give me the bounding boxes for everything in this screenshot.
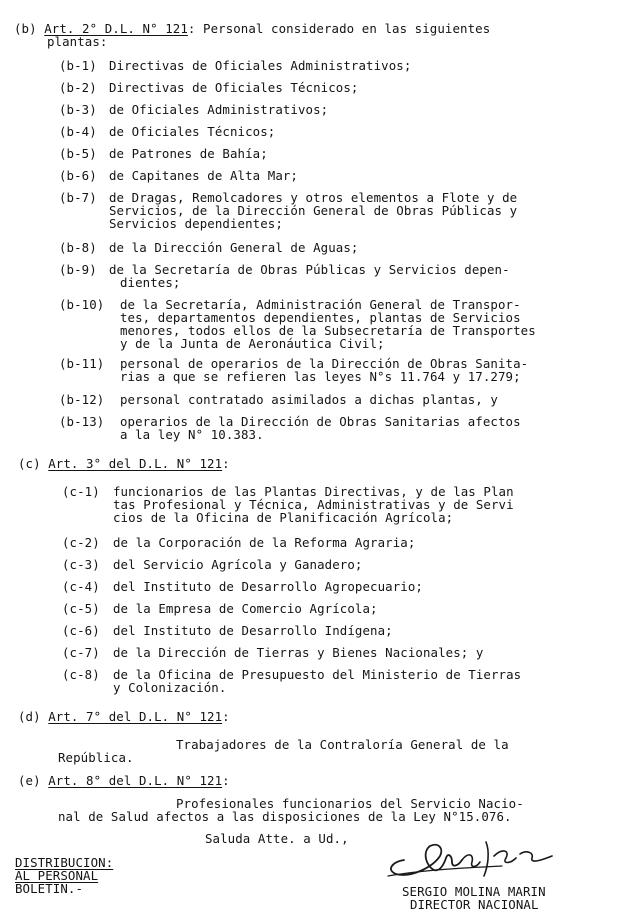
item-text: del Servicio Agrícola y Ganadero; <box>113 557 363 572</box>
section-c-heading <box>18 457 230 470</box>
section-d-label: (d) <box>18 709 41 724</box>
item-text: menores, todos ellos de la Subsecretaría de Transportes <box>120 323 536 338</box>
item-text: Servicios dependientes; <box>109 216 283 231</box>
section-e-reference: Art. 8° del D.L. N° 121 <box>48 773 223 788</box>
item-code: (b-5) <box>59 146 97 161</box>
item-code: (b-13) <box>59 414 105 429</box>
section-c-heading-text: : <box>222 456 230 471</box>
item-text: cios de la Oficina de Planificación Agrícola; <box>113 510 454 525</box>
item-text: de la Dirección de Tierras y Bienes Nacionales; y <box>113 645 484 660</box>
section-e-heading-text: : <box>222 773 230 788</box>
item-text: Directivas de Oficiales Administrativos; <box>109 58 412 73</box>
closing-salutation: Saluda Atte. a Ud., <box>205 831 349 846</box>
item-code: (b-2) <box>59 80 97 95</box>
item-text: dientes; <box>120 275 181 290</box>
item-text: de la Corporación de la Reforma Agraria; <box>113 535 416 550</box>
distribution-heading: DISTRIBUCION: <box>15 855 114 870</box>
item-text: tas Profesional y Técnica, Administrativas y de Servi <box>113 497 514 512</box>
item-text: Directivas de Oficiales Técnicos; <box>109 80 359 95</box>
section-e-text: Profesionales funcionarios del Servicio Nacio- <box>176 796 524 811</box>
item-code: (b-8) <box>59 240 97 255</box>
item-code: (b-3) <box>59 102 97 117</box>
item-text: funcionarios de las Plantas Directivas, y de las Plan <box>113 484 514 499</box>
item-text: y Colonización. <box>113 680 227 695</box>
item-text: de la Secretaría de Obras Públicas y Servicios depen- <box>109 262 510 277</box>
item-text: y de la Junta de Aeronáutica Civil; <box>120 336 385 351</box>
item-code: (b-11) <box>59 356 105 371</box>
item-code: (b-4) <box>59 124 97 139</box>
section-d-heading <box>18 710 230 723</box>
section-b-label: (b) <box>14 21 37 36</box>
section-e-heading <box>18 774 230 787</box>
item-code: (c-3) <box>62 557 100 572</box>
section-e-label: (e) <box>18 773 41 788</box>
item-text: tes, departamentos dependientes, plantas de Servicios <box>120 310 521 325</box>
item-text: de la Empresa de Comercio Agrícola; <box>113 601 378 616</box>
item-text: de la Dirección General de Aguas; <box>109 240 359 255</box>
section-d-text-cont: República. <box>58 750 134 765</box>
item-code: (b-1) <box>59 58 97 73</box>
item-text: personal contratado asimilados a dichas plantas, y <box>120 392 498 407</box>
item-text: de Capitanes de Alta Mar; <box>109 168 298 183</box>
item-code: (c-1) <box>62 484 100 499</box>
section-c-label: (c) <box>18 456 41 471</box>
signer-title: DIRECTOR NACIONAL <box>410 897 539 912</box>
item-text: del Instituto de Desarrollo Indígena; <box>113 623 393 638</box>
item-text: de Patrones de Bahía; <box>109 146 268 161</box>
distribution-item: BOLETIN.- <box>15 881 84 896</box>
section-d-heading-text: : <box>222 709 230 724</box>
section-d-text: Trabajadores de la Contraloría General de la <box>176 737 509 752</box>
item-text: del Instituto de Desarrollo Agropecuario; <box>113 579 423 594</box>
distribution-item: AL PERSONAL <box>15 868 99 883</box>
item-code: (c-2) <box>62 535 100 550</box>
item-code: (c-7) <box>62 645 100 660</box>
item-text: rias a que se refieren las leyes N°s 11.764 y 17.279; <box>120 369 521 384</box>
section-b-heading-text: : Personal considerado en las siguientes <box>187 21 491 36</box>
item-code: (b-6) <box>59 168 97 183</box>
item-text: operarios de la Dirección de Obras Sanitarias afectos <box>120 414 521 429</box>
item-code: (b-10) <box>59 297 105 312</box>
section-c-reference: Art. 3° del D.L. N° 121 <box>48 456 223 471</box>
item-text: de Oficiales Técnicos; <box>109 124 276 139</box>
signer-name: SERGIO MOLINA MARIN <box>402 884 546 899</box>
item-code: (c-4) <box>62 579 100 594</box>
section-b-reference: Art. 2° D.L. N° 121 <box>44 21 188 36</box>
item-text: personal de operarios de la Dirección de Obras Sanita- <box>120 356 529 371</box>
handwritten-signature <box>382 830 562 884</box>
item-code: (c-5) <box>62 601 100 616</box>
section-e-text-cont: nal de Salud afectos a las disposiciones de la Ley N°15.076. <box>58 809 512 824</box>
section-d-reference: Art. 7° del D.L. N° 121 <box>48 709 223 724</box>
item-text: de la Secretaría, Administración General de Transpor- <box>120 297 521 312</box>
item-text: de Oficiales Administrativos; <box>109 102 329 117</box>
item-code: (b-7) <box>59 190 97 205</box>
item-text: de Dragas, Remolcadores y otros elementos a Flote y de <box>109 190 518 205</box>
item-code: (c-6) <box>62 623 100 638</box>
item-code: (b-9) <box>59 262 97 277</box>
item-text: Servicios, de la Dirección General de Obras Públicas y <box>109 203 518 218</box>
item-text: a la ley N° 10.383. <box>120 427 264 442</box>
item-text: de la Oficina de Presupuesto del Ministerio de Tierras <box>113 667 522 682</box>
item-code: (b-12) <box>59 392 105 407</box>
item-code: (c-8) <box>62 667 100 682</box>
section-b-heading-cont: plantas: <box>47 34 108 49</box>
